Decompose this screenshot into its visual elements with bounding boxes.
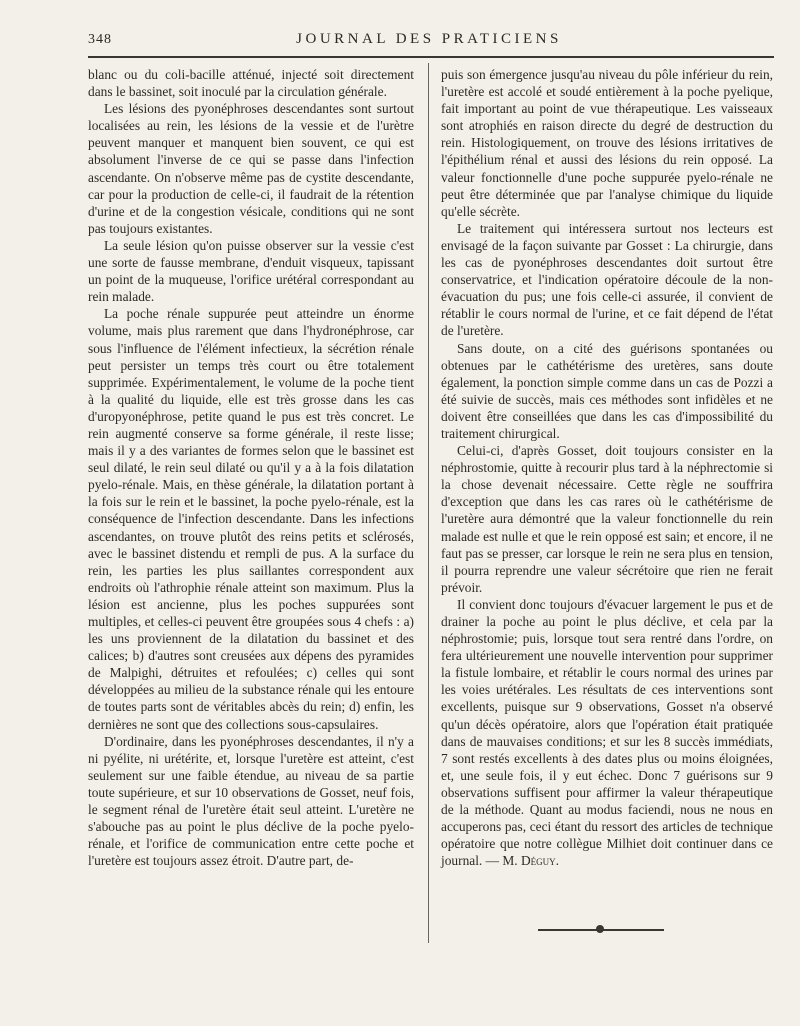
page-number: 348 bbox=[88, 32, 112, 47]
paragraph: blanc ou du coli-bacille atténué, injecté soit directement dans le bassinet, soit inoculé par la circulation générale. bbox=[88, 67, 414, 100]
paragraph: puis son émergence jusqu'au niveau du pôle inférieur du rein, l'uretère est accolé et soudé entièrement à la poche pyelique, fait important au point de vue thérapeutique. Les vaisseaux sont atrophiés en raison directe du degré de destruction du rein. Histologiquement, on trouve des lésions irritatives de l'épithélium rénal et aussi des lésions du rein opposé. La valeur fonctionnelle d'une poche suppurée pyelo-rénale ne peut être déterminée que par l'analyse chimique du liquide qu'elle sécrète. bbox=[441, 67, 773, 219]
paragraph: La poche rénale suppurée peut atteindre un énorme volume, mais plus rarement que dans l'hydronéphrose, car sous l'influence de l'élément infectieux, la sécrétion rénale peut persister un temps très court ou être totalement supprimée. Expérimentalement, le volume de la poche tient à la qualité du liquide, elle est très grosse dans les cas d'uropyonéphrose, petite quand le pus est très concret. Le rein augmenté conserve sa forme générale, il reste lisse; mais il y a des variantes de formes selon que le bassinet est seul dilaté, le rein seul dilaté ou qu'il y a à la fois dilatation pyelo-rénale. Mais, en thèse générale, la dilatation portant à la fois sur le rein et le bassinet, la poche pyelo-rénale, est la conséquence de l'infection descendante. Dans les infections ascendantes, on trouve plutôt des reins petits et sclérosés, avec le bassinet distendu et rempli de pus. A la surface du rein, les parties les plus saillantes correspondent aux endroits où l'athrophie rénale atteint son maximum. Plus la lésion est ancienne, plus les poches suppurées sont multiples, et celles-ci peuvent être groupées sous 4 chefs : a) les uns proviennent de la dilatation du bassinet et des calices; b) d'autres sont creusées aux dépens des pyramides de Malpighi, détruites et refoulées; c) celles qui sont développées au milieu de la substance rénale qui les entoure de toutes parts sont de véritables abcès du rein; d) enfin, les dernières ne sont que des collections sous-capsulaires. bbox=[88, 306, 414, 732]
ornament-dot bbox=[596, 925, 604, 933]
end-ornament bbox=[538, 922, 664, 936]
page-header bbox=[88, 28, 770, 52]
paragraph: Sans doute, on a cité des guérisons spontanées ou obtenues par le cathétérisme des uretères, sans doute également, la ponction simple comme dans un cas de Pozzi a été suivie de succès, mais ces méthodes sont infidèles et ne doivent être conseillées que dans les cas d'impossibilité du traitement chirurgical. bbox=[441, 340, 773, 441]
paragraph-text: Il convient donc toujours d'évacuer largement le pus et de drainer la poche au point le plus déclive, et cela par la néphrostomie; puis, lorsque tout sera rentré dans l'ordre, on fera ultérieurement une nouvelle intervention pour supprimer la fistule lombaire, et rétablir le cours normal des urines par les voies urétérales. Les résultats de ces interventions sont excellents, puisque sur 9 observations, Gosset n'a observé qu'un décès opératoire, alors que l'opération était pratiquée dans de mauvaises conditions; et sur les 8 succès immédiats, 7 sont restés excellents à des dates plus ou moins éloignées, et, une seule fois, il y eut échec. Donc 7 guérisons sur 9 observations suffisent pour affirmer la valeur thérapeutique de la méthode. Quant au modus faciendi, nous ne nous en accuperons pas, ceci étant du ressort des articles de technique opératoire que notre collègue Milhiet doit continuer dans ce journal. — bbox=[441, 596, 773, 869]
journal-title: JOURNAL DES PRATICIENS bbox=[296, 31, 562, 47]
paragraph: Celui-ci, d'après Gosset, doit toujours consister en la néphrostomie, quitte à recourir plus tard à la néphrectomie si la chose devenait nécessaire. Cette règle ne souffrira d'exception que dans les cas rares où le cathétérisme de l'uretère aura démontré que la valeur fonctionnelle du rein malade est nulle et que le rein opposé est sain; et encore, il ne faut pas se presser, car lorsque le rein ne sera plus en tension, il pourra reprendre une valeur sécrétoire que rien ne ferait prévoir. bbox=[441, 443, 773, 595]
paragraph: Le traitement qui intéressera surtout nos lecteurs est envisagé de la façon suivante par Gosset : La chirurgie, dans les cas de pyonéphroses descendantes doit surtout être conservatrice, et l'indication opératoire découle de la non-évacuation du pus; une fois celle-ci assurée, il convient de rétablir le cours normal de l'urine, et ce fait dépend de l'état de l'uretère. bbox=[441, 220, 773, 339]
left-column bbox=[88, 66, 414, 869]
paragraph: La seule lésion qu'on puisse observer sur la vessie c'est une sorte de fausse membrane, d'enduit visqueux, tapissant un point de la muqueuse, l'orifice urétéral correspondant au rein malade. bbox=[88, 237, 414, 305]
column-divider bbox=[428, 63, 429, 943]
final-paragraph bbox=[441, 596, 773, 870]
author-signature: M. Déguy. bbox=[502, 853, 559, 869]
header-rule bbox=[88, 56, 774, 58]
paragraph: D'ordinaire, dans les pyonéphroses descendantes, il n'y a ni pyélite, ni urétérite, et, lorsque l'uretère est atteint, c'est seulement sur une faible étendue, au niveau de sa partie toute supérieure, et sur 10 observations de Gosset, neuf fois, le segment rénal de l'uretère était seul atteint. L'uretère ne s'abouche pas au point le plus déclive de la poche pyelo-rénale, et l'orifice de communication entre cette poche et l'uretère est toujours assez étroit. D'autre part, de- bbox=[88, 733, 414, 869]
paragraph: Les lésions des pyonéphroses descendantes sont surtout localisées au rein, les lésions de la vessie et de l'urètre peuvent manquer et manquent bien souvent, ce qui est absolument l'inverse de ce qui se passe dans l'infection ascendante. On n'observe même pas de cystite descendante, car pour la production de celle-ci, il faudrait de la rétention d'urine et de la congestion vésicale, conditions qui ne sont pas toujours existantes. bbox=[88, 101, 414, 236]
right-column bbox=[441, 66, 773, 869]
